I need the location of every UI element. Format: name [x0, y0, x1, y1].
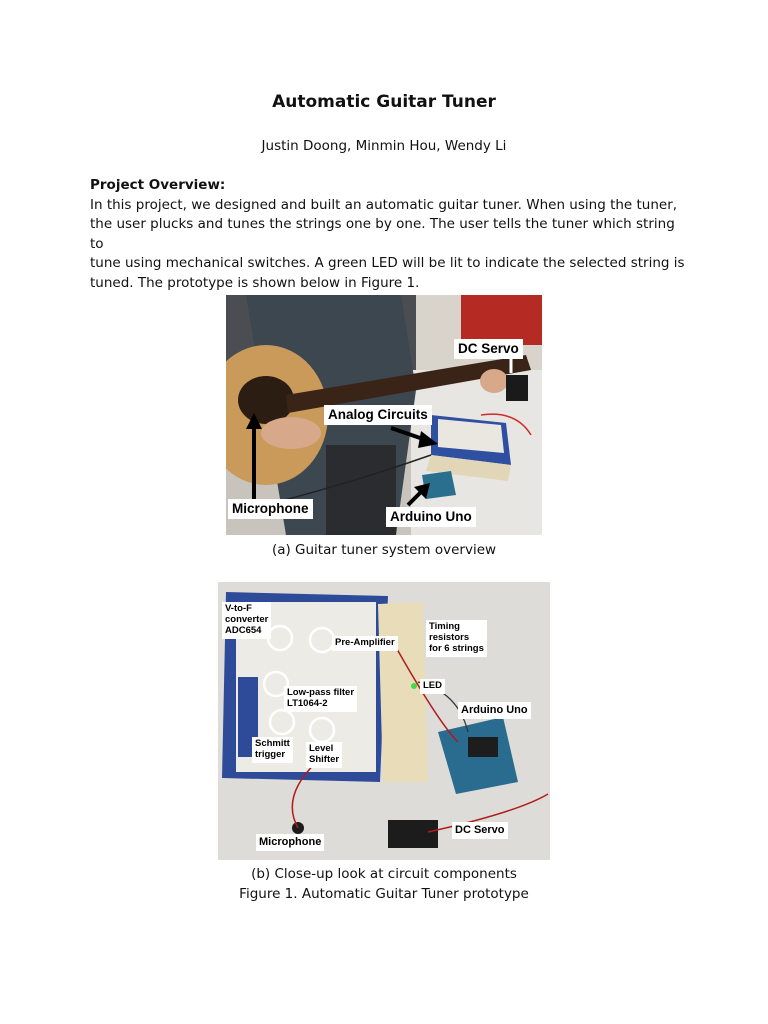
- figure-1-caption: Figure 1. Automatic Guitar Tuner prototype: [239, 886, 529, 902]
- section-heading: Project Overview:: [90, 177, 226, 193]
- label-level-shifter: Level Shifter: [306, 742, 342, 768]
- label-arduino-uno: Arduino Uno: [386, 507, 476, 527]
- label-arduino-uno: Arduino Uno: [458, 702, 531, 719]
- project-overview-section: [90, 176, 690, 293]
- paragraph-line: the user plucks and tunes the strings one by one. The user tells the tuner which string to: [90, 216, 675, 252]
- label-analog-circuits: Analog Circuits: [324, 405, 432, 425]
- label-v-to-f-converter: V-to-F converter ADC654: [222, 602, 271, 639]
- label-schmitt-trigger: Schmitt trigger: [252, 737, 293, 763]
- label-microphone: Microphone: [256, 834, 324, 851]
- label-low-pass-filter: Low-pass filter LT1064-2: [284, 686, 357, 712]
- label-microphone: Microphone: [228, 499, 313, 519]
- label-pre-amplifier: Pre-Amplifier: [332, 636, 398, 651]
- paragraph-line: tune using mechanical switches. A green LED will be lit to indicate the selected string is: [90, 255, 685, 271]
- paper-title: Automatic Guitar Tuner: [272, 92, 496, 112]
- circuit-closeup-photo: [218, 582, 550, 860]
- guitar-tuner-overview-photo: [226, 295, 542, 535]
- paragraph-line: tuned. The prototype is shown below in Figure 1.: [90, 274, 420, 291]
- author-list: Justin Doong, Minmin Hou, Wendy Li: [261, 138, 507, 154]
- paragraph-line: In this project, we designed and built an automatic guitar tuner. When using the tuner,: [90, 196, 678, 213]
- label-dc-servo: DC Servo: [452, 822, 508, 839]
- figure-a-caption: (a) Guitar tuner system overview: [271, 542, 497, 558]
- figure-b-caption: (b) Close-up look at circuit components: [251, 866, 517, 882]
- label-timing-resistors: Timing resistors for 6 strings: [426, 620, 487, 657]
- label-led: LED: [420, 679, 445, 694]
- label-dc-servo: DC Servo: [454, 339, 523, 359]
